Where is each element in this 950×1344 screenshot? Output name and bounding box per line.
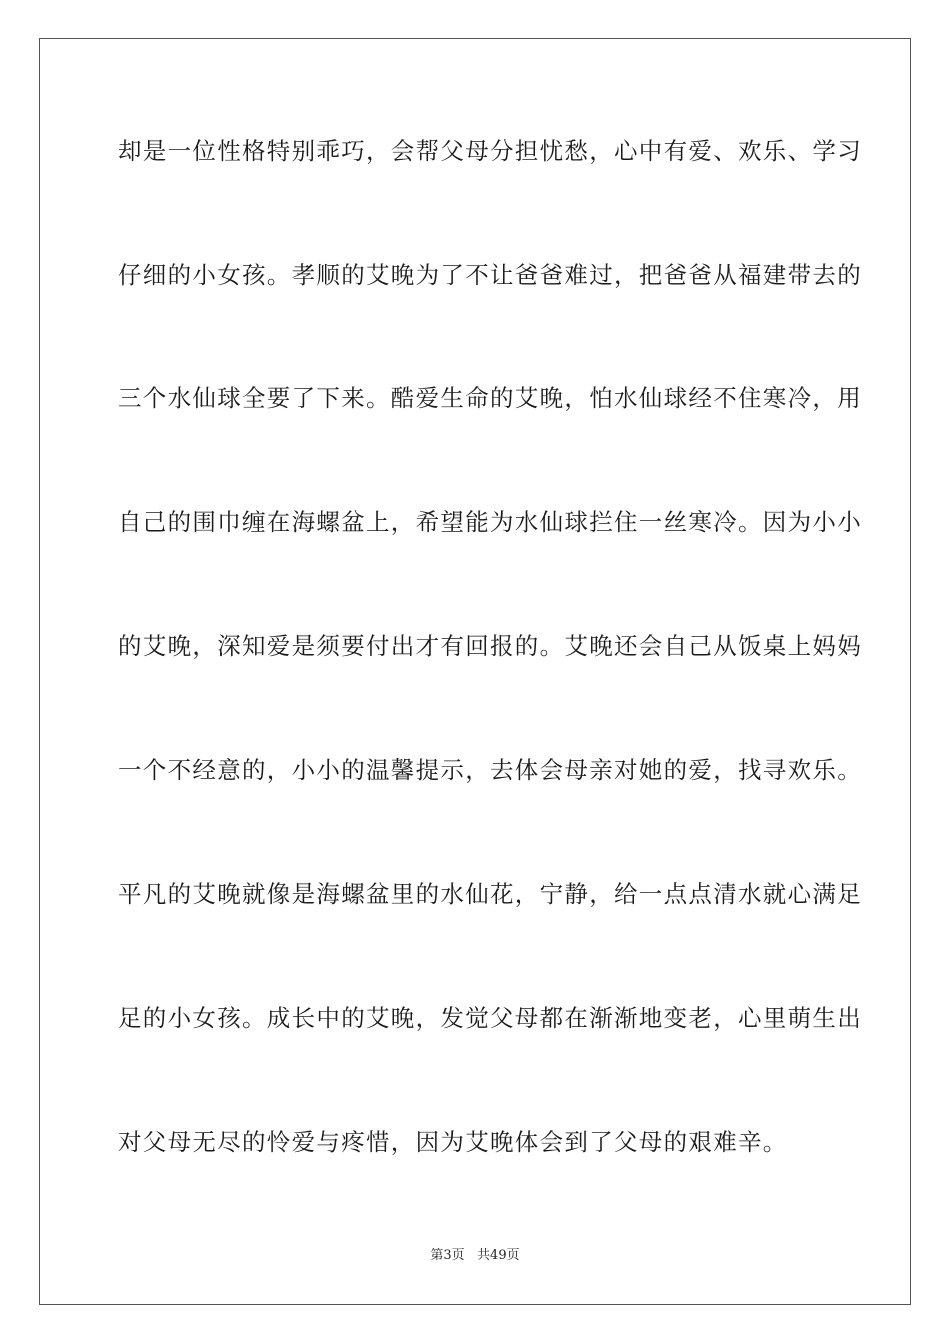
paragraph-line-5: 的艾晚，深知爱是须要付出才有回报的。艾晚还会自己从饭桌上妈妈 — [118, 632, 862, 660]
paragraph-line-6: 一个不经意的，小小的温馨提示，去体会母亲对她的爱，找寻欢乐。 — [118, 756, 862, 784]
paragraph-line-7: 平凡的艾晚就像是海螺盆里的水仙花，宁静，给一点点清水就心满足 — [118, 880, 862, 908]
paragraph-line-1: 却是一位性格特别乖巧，会帮父母分担忧愁，心中有爱、欢乐、学习 — [118, 137, 862, 165]
page-number-footer: 第3页 共49页 — [430, 1248, 520, 1263]
page-border — [39, 38, 911, 1305]
paragraph-line-8: 足的小女孩。成长中的艾晚，发觉父母都在渐渐地变老，心里萌生出 — [118, 1004, 862, 1032]
paragraph-line-9: 对父母无尽的怜爱与疼惜，因为艾晚体会到了父母的艰难辛。 — [118, 1128, 788, 1156]
paragraph-line-2: 仔细的小女孩。孝顺的艾晚为了不让爸爸难过，把爸爸从福建带去的 — [118, 261, 862, 289]
paragraph-line-3: 三个水仙球全要了下来。酷爱生命的艾晚，怕水仙球经不住寒冷，用 — [118, 384, 862, 412]
paragraph-line-4: 自己的围巾缠在海螺盆上，希望能为水仙球拦住一丝寒冷。因为小小 — [118, 508, 862, 536]
